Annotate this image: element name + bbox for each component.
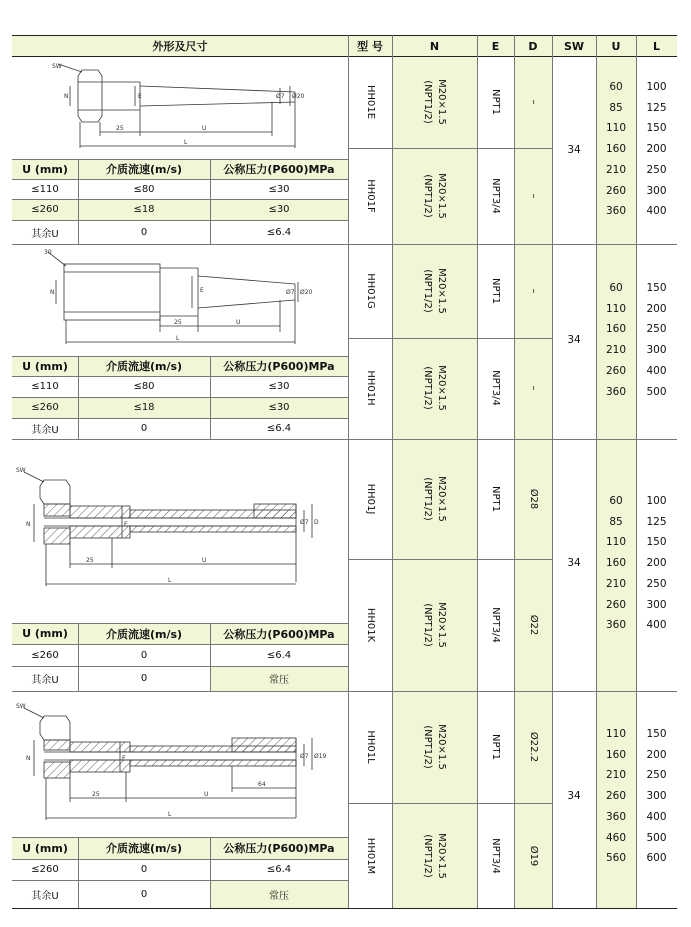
l-list-3 [636,491,677,636]
drawing-hh01j-k [14,462,334,592]
model-hh01e-e: NPT1 [490,89,501,115]
l-list-2 [636,278,677,402]
g4-row1-u: ≤260 [31,864,59,875]
header-e: E [491,39,500,53]
u-value: 160 [605,557,627,570]
g3-row1-pressure: ≤6.4 [266,649,292,661]
sub-u-header-3: U (mm) [22,627,68,640]
l-value: 200 [646,143,667,156]
g3-row2-pressure: 常压 [269,675,289,686]
l-value: 300 [646,184,667,197]
g2-row3-speed: 0 [140,423,148,434]
drawing2-n: N [50,289,55,296]
drawing4-e: E [122,755,126,762]
sw-value-4: 34 [567,790,581,802]
l-value: 250 [646,323,667,336]
l-value: 400 [646,619,667,632]
drawing2-d2: Ø20 [300,289,313,296]
model-hh01m-d: Ø19 [528,845,539,867]
g1-row3-speed: 0 [140,226,148,238]
u-value: 260 [605,598,627,611]
model-hh01k: HH01K [365,607,376,643]
l-value: 125 [646,101,667,114]
l-value: 100 [646,495,667,507]
d-column-bg-1 [514,56,552,244]
g2-row2-pressure: ≤30 [268,402,290,413]
model-hh01j-e: NPT1 [490,486,501,512]
header-u: U [611,39,621,53]
drawing1-e: E [138,93,142,100]
drawing-hh01l-m [14,700,334,826]
l-value: 200 [646,557,667,570]
g3-row2-u: 其余U [31,675,59,686]
g1-row1-u: ≤110 [31,183,59,195]
u-value: 260 [605,184,627,197]
g1-row2-pressure: ≤30 [268,204,290,215]
d-column-bg-4 [514,691,552,908]
sub-u-header-1: U (mm) [22,162,68,176]
sub-pressure-header-2: 公称压力(P600)MPa [223,360,335,373]
drawing1-d1: Ø7 [276,93,285,100]
u-list-4 [596,724,636,869]
g1-row2-speed: ≤18 [133,204,155,215]
u-value: 360 [605,205,627,218]
g2-row2-speed: ≤18 [133,402,155,413]
drawing3-dim2: U [202,557,207,564]
drawing1-n: N [64,93,69,100]
header-sw: SW [563,39,585,53]
model-hh01k-d: Ø22 [528,614,539,636]
u-value: 110 [605,728,627,740]
drawing4-dim1: 25 [92,791,100,798]
g2-row1-pressure: ≤30 [268,381,290,392]
model-hh01g-n: M20×1.5 (NPT1/2) [422,268,447,314]
l-value: 300 [646,790,667,803]
sub-speed-header-4: 介质流速(m/s) [105,842,183,855]
g1-row2-u: ≤260 [31,204,59,215]
g4-row1-speed: 0 [140,864,148,875]
u-list-2 [596,278,636,402]
g2-row3-pressure: ≤6.4 [266,423,292,434]
l-value: 250 [646,163,667,176]
u-value: 85 [609,101,623,114]
l-value: 250 [646,769,667,782]
l-value: 150 [646,728,667,740]
g4-row2-u: 其余U [31,890,59,902]
l-value: 400 [646,364,667,377]
u-value: 160 [605,323,627,336]
sub-u-header-2: U (mm) [22,359,68,373]
sub-pressure-header-3: 公称压力(P600)MPa [223,627,335,641]
g2-row3-u: 其余U [31,425,59,436]
g4-row1-pressure: ≤6.4 [266,864,292,875]
u-value: 85 [609,515,623,528]
l-value: 150 [646,282,667,294]
drawing2-sw: 30 [44,249,52,256]
header-l: L [652,39,660,53]
model-hh01h-n: M20×1.5 (NPT1/2) [422,365,447,411]
u-value: 260 [605,364,627,377]
header-n: N [429,39,440,53]
drawing-hh01e-f [40,58,330,156]
drawing2-d1: Ø7 [286,289,295,296]
drawing-hh01g-h [40,246,330,352]
u-value: 60 [609,495,623,507]
model-hh01j: HH01J [365,483,376,515]
header-model: 型 号 [357,40,383,53]
g4-row2-pressure: 常压 [269,890,289,902]
drawing2-dim2: U [236,319,241,326]
drawing4-sw: SW [16,703,26,710]
drawing4-dim3: L [168,811,172,818]
u-value: 210 [605,769,627,782]
g3-row1-speed: 0 [140,649,148,661]
model-hh01g-d: – [528,288,539,294]
sub-speed-header-1: 介质流速(m/s) [105,163,183,176]
g2-row1-speed: ≤80 [133,381,155,392]
model-hh01g: HH01G [365,273,376,309]
sub-pressure-header-4: 公称压力(P600)MPa [223,842,335,855]
model-hh01k-e: NPT3/4 [490,607,501,643]
u-value: 210 [605,577,627,590]
l-value: 600 [646,852,667,865]
header-shape: 外形及尺寸 [152,40,208,53]
u-value: 110 [605,122,627,135]
l-value: 400 [646,205,667,218]
drawing4-n: N [26,755,31,762]
g2-row2-u: ≤260 [31,402,59,413]
g1-row3-pressure: ≤6.4 [266,226,292,238]
model-hh01f: HH01F [365,179,376,213]
model-hh01m-n: M20×1.5 (NPT1/2) [422,833,447,879]
l-value: 250 [646,577,667,590]
u-value: 60 [609,81,623,93]
g3-row1-u: ≤260 [31,649,59,661]
l-list-1 [636,77,677,222]
l-value: 500 [646,385,667,398]
model-hh01l-e: NPT1 [490,734,501,760]
drawing3-sw: SW [16,467,26,474]
l-value: 200 [646,302,667,315]
drawing3-d2: D [314,519,319,526]
drawing2-dim3: L [176,335,180,342]
drawing1-sw: SW [52,63,62,70]
sub-u-header-4: U (mm) [22,841,68,855]
model-hh01k-n: M20×1.5 (NPT1/2) [422,602,447,648]
model-hh01f-d: – [528,193,539,199]
g1-row1-speed: ≤80 [133,183,155,195]
drawing4-d2: Ø19 [314,753,327,760]
model-hh01e-d: – [528,99,539,105]
u-value: 360 [605,619,627,632]
model-hh01h: HH01H [365,370,376,406]
sub-pressure-header-1: 公称压力(P600)MPa [223,163,335,176]
g3-row2-speed: 0 [140,673,148,684]
model-hh01g-e: NPT1 [490,278,501,304]
d-column-bg-3 [514,439,552,691]
u-value: 560 [605,852,627,865]
u-value: 110 [605,302,627,315]
u-value: 160 [605,748,627,761]
drawing3-d1: Ø7 [300,519,309,526]
model-hh01m: HH01M [365,837,376,875]
model-hh01m-e: NPT3/4 [490,838,501,874]
drawing4-d1: Ø7 [300,753,309,760]
g1-row1-pressure: ≤30 [268,183,290,195]
u-value: 360 [605,810,627,823]
drawing1-d2: Ø20 [292,93,305,100]
drawing3-dim1: 25 [86,557,94,564]
drawing2-e: E [200,287,204,294]
l-value: 150 [646,122,667,135]
model-hh01l: HH01L [365,730,376,764]
model-hh01e-n: M20×1.5 (NPT1/2) [422,79,447,125]
drawing1-dim3: L [184,139,188,146]
u-value: 210 [605,163,627,176]
sw-value-1: 34 [567,144,581,156]
u-value: 160 [605,143,627,156]
l-value: 150 [646,536,667,549]
u-list-1 [596,77,636,222]
model-hh01e: HH01E [365,84,376,120]
l-value: 400 [646,810,667,823]
model-hh01l-n: M20×1.5 (NPT1/2) [422,724,447,770]
header-d: D [528,39,538,53]
sub-speed-header-2: 介质流速(m/s) [105,360,183,373]
u-value: 210 [605,344,627,357]
l-value: 100 [646,81,667,93]
drawing3-e: E [124,521,128,528]
drawing3-n: N [26,521,31,528]
model-hh01j-n: M20×1.5 (NPT1/2) [422,476,447,522]
u-value: 460 [605,831,627,844]
l-list-4 [636,724,677,869]
drawing2-dim1: 25 [174,319,182,326]
drawing4-dim2: U [204,791,209,798]
drawing3-dim3: L [168,577,172,584]
model-hh01h-d: – [528,385,539,391]
l-value: 200 [646,748,667,761]
g1-row3-u: 其余U [31,228,59,240]
model-hh01f-e: NPT3/4 [490,178,501,214]
d-column-bg-2 [514,244,552,439]
l-value: 300 [646,598,667,611]
model-hh01l-d: Ø22.2 [528,731,539,763]
u-list-3 [596,491,636,636]
u-value: 60 [609,282,623,294]
u-value: 110 [605,536,627,549]
l-value: 125 [646,515,667,528]
drawing1-dim2: U [202,125,207,132]
l-value: 500 [646,831,667,844]
sw-value-2: 34 [567,334,581,346]
sw-value-3: 34 [567,557,581,569]
drawing1-dim1: 25 [116,125,124,132]
model-hh01f-n: M20×1.5 (NPT1/2) [422,173,447,219]
sub-speed-header-3: 介质流速(m/s) [105,627,183,641]
u-value: 360 [605,385,627,398]
model-hh01h-e: NPT3/4 [490,370,501,406]
l-value: 300 [646,344,667,357]
drawing4-dim4: 64 [258,781,266,788]
model-hh01j-d: Ø28 [528,488,539,510]
g2-row1-u: ≤110 [31,381,59,392]
u-value: 260 [605,790,627,803]
g4-row2-speed: 0 [140,888,148,900]
